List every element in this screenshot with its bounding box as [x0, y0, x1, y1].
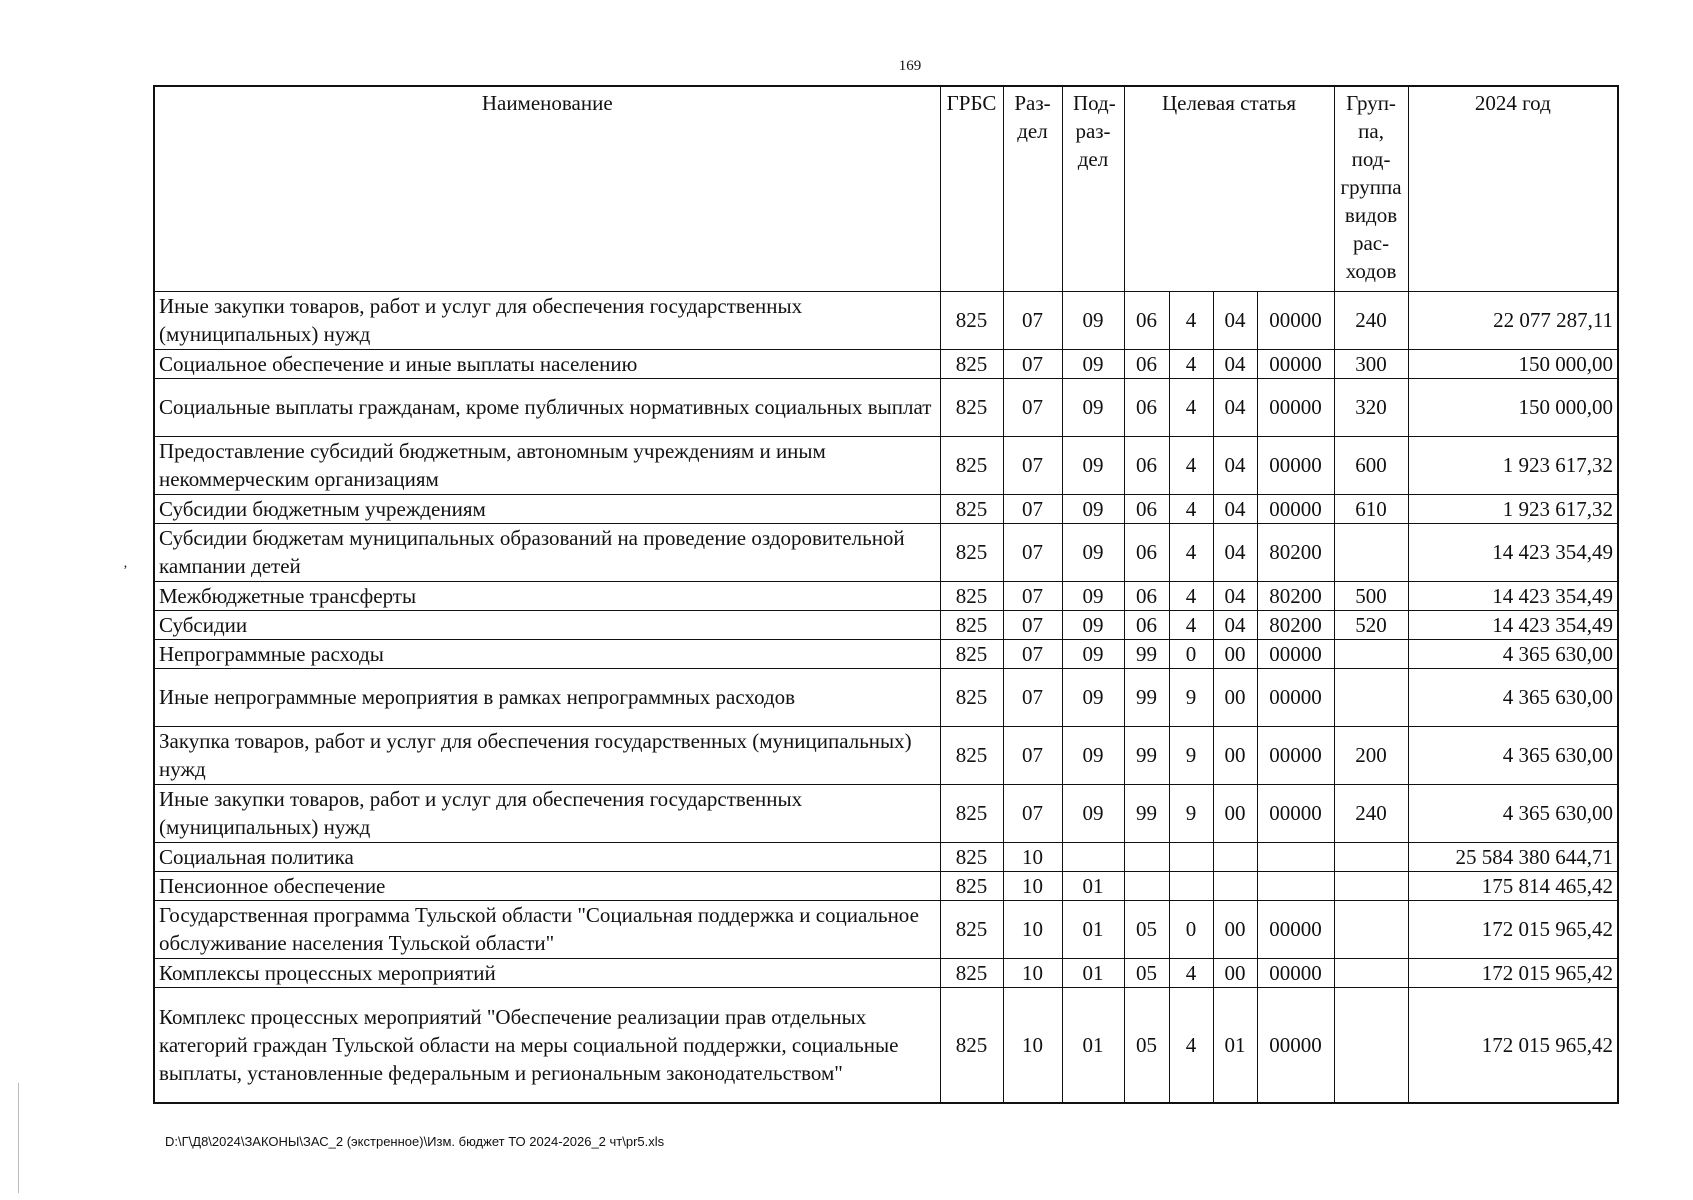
- row-amount: 25 584 380 644,71: [1408, 842, 1618, 871]
- row-razdel: 07: [1003, 494, 1062, 523]
- row-target-program: 06: [1124, 494, 1169, 523]
- table-row: [154, 900, 1618, 958]
- row-target-direction: 00000: [1257, 291, 1334, 349]
- row-expense-group: [1334, 958, 1408, 987]
- row-target-direction: 80200: [1257, 610, 1334, 639]
- row-razdel: 07: [1003, 581, 1062, 610]
- table-row: [154, 291, 1618, 349]
- row-podrazdel: 09: [1062, 291, 1124, 349]
- row-target-subprogram: [1213, 871, 1257, 900]
- row-target-type: 4: [1169, 581, 1213, 610]
- row-razdel: 10: [1003, 987, 1062, 1103]
- row-expense-group: [1334, 871, 1408, 900]
- table-row: [154, 581, 1618, 610]
- row-target-type: [1169, 842, 1213, 871]
- row-podrazdel: 01: [1062, 871, 1124, 900]
- table-body: [154, 291, 1618, 1103]
- row-target-program: 06: [1124, 610, 1169, 639]
- row-name: Комплекс процессных мероприятий "Обеспечение реализации прав отдельных категорий граждан Тульской области на меры социальной поддержки, социальные выплаты, установленные федеральным и региональным законодательством": [154, 987, 940, 1103]
- row-expense-group: 320: [1334, 378, 1408, 436]
- row-grbs: 825: [940, 639, 1003, 668]
- row-target-subprogram: 04: [1213, 378, 1257, 436]
- row-amount: 172 015 965,42: [1408, 900, 1618, 958]
- row-grbs: 825: [940, 900, 1003, 958]
- row-target-direction: 00000: [1257, 494, 1334, 523]
- row-target-direction: 00000: [1257, 668, 1334, 726]
- row-amount: 1 923 617,32: [1408, 436, 1618, 494]
- row-target-type: 4: [1169, 291, 1213, 349]
- row-target-subprogram: 00: [1213, 958, 1257, 987]
- table-row: [154, 639, 1618, 668]
- row-target-program: 06: [1124, 349, 1169, 378]
- row-razdel: 10: [1003, 842, 1062, 871]
- row-target-type: 4: [1169, 349, 1213, 378]
- row-expense-group: 610: [1334, 494, 1408, 523]
- row-amount: 172 015 965,42: [1408, 987, 1618, 1103]
- row-grbs: 825: [940, 958, 1003, 987]
- row-target-program: 06: [1124, 436, 1169, 494]
- row-target-direction: 80200: [1257, 523, 1334, 581]
- row-razdel: 07: [1003, 349, 1062, 378]
- row-target-program: 05: [1124, 987, 1169, 1103]
- row-target-subprogram: 00: [1213, 668, 1257, 726]
- row-target-type: 4: [1169, 987, 1213, 1103]
- row-amount: 1 923 617,32: [1408, 494, 1618, 523]
- row-target-subprogram: 04: [1213, 581, 1257, 610]
- table-row: [154, 958, 1618, 987]
- page-number: 169: [898, 58, 922, 74]
- row-target-direction: 00000: [1257, 349, 1334, 378]
- row-name: Предоставление субсидий бюджетным, автономным учреждениям и иным некоммерческим организациям: [154, 436, 940, 494]
- row-grbs: 825: [940, 784, 1003, 842]
- table-row: [154, 523, 1618, 581]
- row-amount: 175 814 465,42: [1408, 871, 1618, 900]
- row-target-type: 4: [1169, 378, 1213, 436]
- row-amount: 22 077 287,11: [1408, 291, 1618, 349]
- row-target-subprogram: [1213, 842, 1257, 871]
- row-podrazdel: 09: [1062, 581, 1124, 610]
- row-target-subprogram: 00: [1213, 784, 1257, 842]
- row-target-subprogram: 00: [1213, 726, 1257, 784]
- row-grbs: 825: [940, 523, 1003, 581]
- row-razdel: 07: [1003, 610, 1062, 639]
- header-grbs: ГРБС: [940, 86, 1003, 291]
- row-grbs: 825: [940, 349, 1003, 378]
- row-expense-group: 500: [1334, 581, 1408, 610]
- row-expense-group: [1334, 842, 1408, 871]
- row-name: Закупка товаров, работ и услуг для обеспечения государственных (муниципальных) нужд: [154, 726, 940, 784]
- row-podrazdel: 09: [1062, 494, 1124, 523]
- row-expense-group: 240: [1334, 291, 1408, 349]
- table-row: [154, 987, 1618, 1103]
- row-razdel: 07: [1003, 668, 1062, 726]
- row-target-direction: [1257, 842, 1334, 871]
- row-target-type: 4: [1169, 610, 1213, 639]
- row-podrazdel: 09: [1062, 349, 1124, 378]
- row-name: Комплексы процессных мероприятий: [154, 958, 940, 987]
- margin-line: [18, 1083, 19, 1193]
- row-target-program: [1124, 842, 1169, 871]
- row-target-direction: 00000: [1257, 436, 1334, 494]
- header-name: Наименование: [154, 86, 940, 291]
- row-expense-group: 240: [1334, 784, 1408, 842]
- row-razdel: 07: [1003, 291, 1062, 349]
- table-row: [154, 668, 1618, 726]
- row-amount: 4 365 630,00: [1408, 639, 1618, 668]
- row-target-program: 99: [1124, 726, 1169, 784]
- row-target-type: 0: [1169, 639, 1213, 668]
- row-podrazdel: 09: [1062, 639, 1124, 668]
- row-amount: 172 015 965,42: [1408, 958, 1618, 987]
- row-razdel: 10: [1003, 958, 1062, 987]
- row-podrazdel: 01: [1062, 900, 1124, 958]
- row-target-direction: 00000: [1257, 639, 1334, 668]
- table-row: [154, 726, 1618, 784]
- row-grbs: 825: [940, 581, 1003, 610]
- row-grbs: 825: [940, 378, 1003, 436]
- row-target-direction: 00000: [1257, 900, 1334, 958]
- row-target-type: 4: [1169, 523, 1213, 581]
- row-expense-group: 300: [1334, 349, 1408, 378]
- row-expense-group: 200: [1334, 726, 1408, 784]
- row-target-program: 06: [1124, 378, 1169, 436]
- row-name: Социальное обеспечение и иные выплаты населению: [154, 349, 940, 378]
- file-path: D:\Г\Д8\2024\ЗАКОНЫ\ЗАС_2 (экстренное)\Изм. бюджет ТО 2024-2026_2 чт\pr5.xls: [165, 1134, 665, 1149]
- row-razdel: 07: [1003, 523, 1062, 581]
- row-target-subprogram: 04: [1213, 494, 1257, 523]
- row-expense-group: 520: [1334, 610, 1408, 639]
- row-name: Пенсионное обеспечение: [154, 871, 940, 900]
- row-podrazdel: 09: [1062, 784, 1124, 842]
- row-target-program: 99: [1124, 784, 1169, 842]
- table-row: [154, 610, 1618, 639]
- row-target-type: 4: [1169, 436, 1213, 494]
- row-amount: 4 365 630,00: [1408, 784, 1618, 842]
- row-podrazdel: 09: [1062, 378, 1124, 436]
- table-header-row: [154, 86, 1618, 291]
- row-name: Иные закупки товаров, работ и услуг для обеспечения государственных (муниципальных) нужд: [154, 784, 940, 842]
- table-row: [154, 436, 1618, 494]
- row-target-direction: 00000: [1257, 378, 1334, 436]
- row-amount: 4 365 630,00: [1408, 726, 1618, 784]
- row-target-subprogram: 04: [1213, 523, 1257, 581]
- row-amount: 4 365 630,00: [1408, 668, 1618, 726]
- row-podrazdel: 01: [1062, 958, 1124, 987]
- table-row: [154, 842, 1618, 871]
- row-name: Государственная программа Тульской области "Социальная поддержка и социальное обслуживание населения Тульской области": [154, 900, 940, 958]
- row-target-type: 9: [1169, 668, 1213, 726]
- row-target-program: 06: [1124, 523, 1169, 581]
- header-year: 2024 год: [1408, 86, 1618, 291]
- row-razdel: 10: [1003, 871, 1062, 900]
- row-target-program: 05: [1124, 900, 1169, 958]
- row-razdel: 07: [1003, 784, 1062, 842]
- row-target-program: 99: [1124, 639, 1169, 668]
- row-target-type: 9: [1169, 784, 1213, 842]
- row-name: Субсидии бюджетам муниципальных образований на проведение оздоровительной кампании детей: [154, 523, 940, 581]
- row-target-direction: 00000: [1257, 958, 1334, 987]
- row-target-type: 4: [1169, 958, 1213, 987]
- row-target-program: 06: [1124, 581, 1169, 610]
- row-expense-group: [1334, 900, 1408, 958]
- row-razdel: 07: [1003, 726, 1062, 784]
- row-podrazdel: 09: [1062, 726, 1124, 784]
- row-target-subprogram: 04: [1213, 349, 1257, 378]
- row-razdel: 10: [1003, 900, 1062, 958]
- row-expense-group: 600: [1334, 436, 1408, 494]
- row-grbs: 825: [940, 610, 1003, 639]
- row-name: Социальная политика: [154, 842, 940, 871]
- header-podrazdel: Под- раз- дел: [1062, 86, 1124, 291]
- row-podrazdel: 09: [1062, 436, 1124, 494]
- row-razdel: 07: [1003, 436, 1062, 494]
- row-target-type: 9: [1169, 726, 1213, 784]
- row-grbs: 825: [940, 871, 1003, 900]
- row-target-direction: 00000: [1257, 987, 1334, 1103]
- header-razdel: Раз- дел: [1003, 86, 1062, 291]
- row-name: Непрограммные расходы: [154, 639, 940, 668]
- row-grbs: 825: [940, 494, 1003, 523]
- row-name: Иные закупки товаров, работ и услуг для обеспечения государственных (муниципальных) нужд: [154, 291, 940, 349]
- row-target-subprogram: 04: [1213, 610, 1257, 639]
- row-name: Субсидии бюджетным учреждениям: [154, 494, 940, 523]
- row-target-program: [1124, 871, 1169, 900]
- row-grbs: 825: [940, 436, 1003, 494]
- row-target-subprogram: 04: [1213, 291, 1257, 349]
- table-row: [154, 378, 1618, 436]
- row-grbs: 825: [940, 987, 1003, 1103]
- row-name: Межбюджетные трансферты: [154, 581, 940, 610]
- row-name: Субсидии: [154, 610, 940, 639]
- margin-mark: ‚: [123, 556, 128, 571]
- row-podrazdel: 01: [1062, 987, 1124, 1103]
- row-grbs: 825: [940, 668, 1003, 726]
- row-razdel: 07: [1003, 378, 1062, 436]
- row-razdel: 07: [1003, 639, 1062, 668]
- row-podrazdel: [1062, 842, 1124, 871]
- row-grbs: 825: [940, 291, 1003, 349]
- row-expense-group: [1334, 987, 1408, 1103]
- row-target-direction: 80200: [1257, 581, 1334, 610]
- header-group: Груп- па, под- группа видов рас- ходов: [1334, 86, 1408, 291]
- row-target-program: 06: [1124, 291, 1169, 349]
- row-target-type: 4: [1169, 494, 1213, 523]
- row-amount: 14 423 354,49: [1408, 523, 1618, 581]
- row-grbs: 825: [940, 726, 1003, 784]
- row-podrazdel: 09: [1062, 523, 1124, 581]
- row-amount: 14 423 354,49: [1408, 610, 1618, 639]
- row-amount: 150 000,00: [1408, 349, 1618, 378]
- row-target-type: [1169, 871, 1213, 900]
- row-name: Иные непрограммные мероприятия в рамках непрограммных расходов: [154, 668, 940, 726]
- row-amount: 14 423 354,49: [1408, 581, 1618, 610]
- row-amount: 150 000,00: [1408, 378, 1618, 436]
- table-row: [154, 494, 1618, 523]
- row-target-program: 05: [1124, 958, 1169, 987]
- row-target-program: 99: [1124, 668, 1169, 726]
- row-target-direction: 00000: [1257, 726, 1334, 784]
- row-target-subprogram: 01: [1213, 987, 1257, 1103]
- row-expense-group: [1334, 668, 1408, 726]
- row-target-direction: [1257, 871, 1334, 900]
- row-target-subprogram: 04: [1213, 436, 1257, 494]
- row-podrazdel: 09: [1062, 668, 1124, 726]
- row-podrazdel: 09: [1062, 610, 1124, 639]
- row-grbs: 825: [940, 842, 1003, 871]
- row-expense-group: [1334, 639, 1408, 668]
- row-name: Социальные выплаты гражданам, кроме публичных нормативных социальных выплат: [154, 378, 940, 436]
- row-target-subprogram: 00: [1213, 900, 1257, 958]
- budget-table: [153, 85, 1619, 1104]
- header-target: Целевая статья: [1124, 86, 1334, 291]
- table-row: [154, 784, 1618, 842]
- table-row: [154, 871, 1618, 900]
- row-target-type: 0: [1169, 900, 1213, 958]
- row-expense-group: [1334, 523, 1408, 581]
- row-target-subprogram: 00: [1213, 639, 1257, 668]
- row-target-direction: 00000: [1257, 784, 1334, 842]
- table-row: [154, 349, 1618, 378]
